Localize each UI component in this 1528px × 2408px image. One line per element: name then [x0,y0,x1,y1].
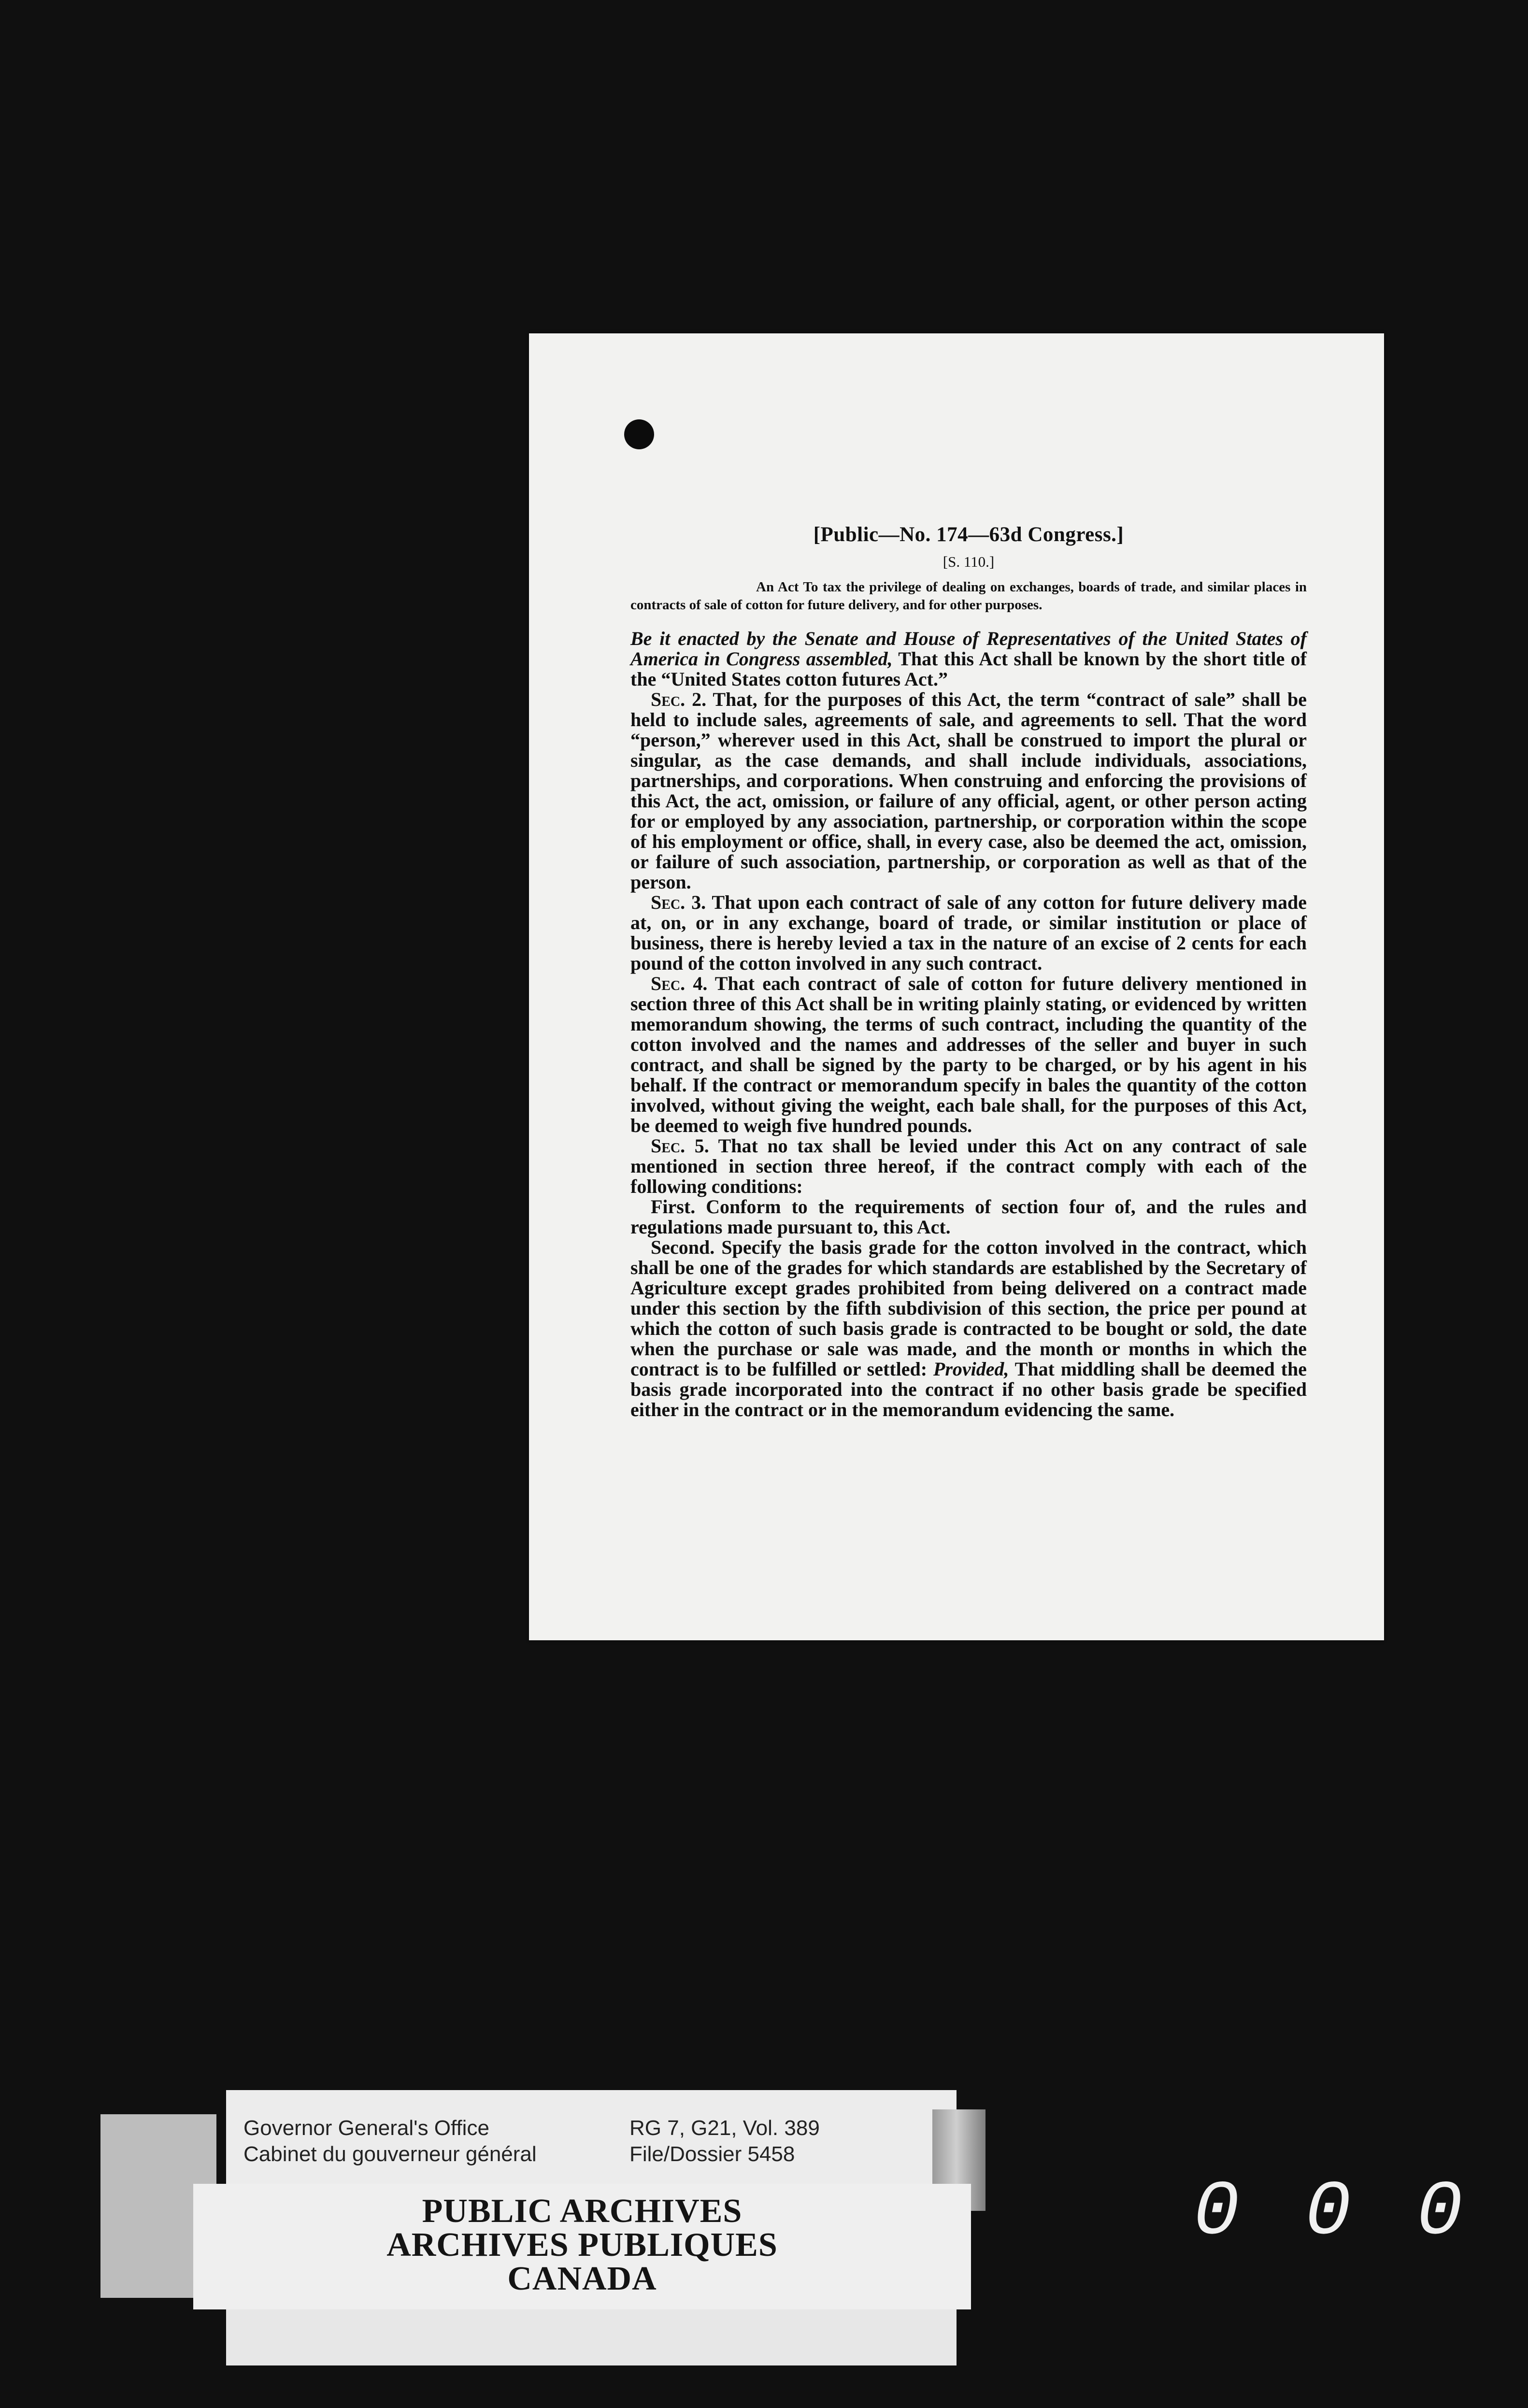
condition-second-text: Second. Specify the basis grade for the cotton involved in the contract, which shall be one of the grades for which standards are established by the Secretary of Agriculture except grades prohibited from being delivered on a contract made under this section by the fifth subdivision of this section, the price per pound at which the cotton of such basis grade is contracted to be bought or sold, the date when the purchase or sale was made, and the month or months in which the contract is to be fulfilled or settled: [630,1236,1307,1380]
condition-second-proviso: Provided, [933,1358,1009,1380]
archive-label-card [226,2090,957,2187]
punch-hole [624,419,654,449]
office-french: Cabinet du gouverneur général [243,2142,537,2166]
office-english: Governor General's Office [243,2116,489,2140]
enacting-clause [630,629,1307,689]
document-page [529,333,1384,1640]
archives-stamp [193,2184,971,2309]
section-2-text: That, for the purposes of this Act, the term “contract of sale” shall be held to include sales, agreements of sale, and agreements to sell. That the word “person,” wherever used in this Act, shall be construed to import the plural or singular, as the case demands, and shall include individuals, associations, partnerships, and corporations. When construing and enforcing the provisions of this Act, the act, omission, or failure of any official, agent, or other person acting for or employed by any association, partnership, or corporation within the scope of his employment or office, shall, in every case, also be deemed the act, omission, or failure of such association, partnership, or corporation as well as that of the person. [630,688,1307,893]
document-body [630,523,1307,1420]
condition-first-text: First. Conform to the requirements of section four of, and the rules and regulations made pursuant to, this Act. [630,1196,1307,1238]
section-4 [630,974,1307,1136]
section-2 [630,689,1307,892]
stamp-line-2: ARCHIVES PUBLIQUES [386,2226,778,2264]
stamp-line-3: CANADA [507,2260,657,2297]
label-bottom-strip [226,2309,957,2365]
stamp-line-1: PUBLIC ARCHIVES [422,2193,743,2230]
archive-reference: RG 7, G21, Vol. 389 [629,2116,820,2140]
section-5-text: That no tax shall be levied under this Act on any contract of sale mentioned in section three hereof, if the contract comply with each of the following conditions: [630,1135,1307,1197]
section-5 [630,1136,1307,1197]
act-title: An Act To tax the privilege of dealing on exchanges, boards of trade, and similar places in contracts of sale of cotton for future delivery, and for other purposes. [630,579,1307,613]
document-header: [Public—No. 174—63d Congress.] [813,523,1124,546]
section-3-lead: Sec. 3. [651,891,706,913]
section-3-text: That upon each contract of sale of any cotton for future delivery made at, on, or in any exchange, board of trade, or similar institution or place of business, there is hereby levied a tax in the nature of an excise of 2 cents for each pound of the cotton involved in any such contract. [630,891,1307,974]
condition-first [630,1197,1307,1237]
condition-second-text-after: That middling shall be deemed the basis grade incorporated into the contract if no other basis grade be specified either in the contract or in the memorandum evidencing the same. [630,1358,1307,1420]
section-3 [630,892,1307,974]
file-dossier: File/Dossier 5458 [629,2142,795,2166]
enacting-clause-italic: Be it enacted by the Senate and House of Representatives of the United States of America in Congress assembled, [630,628,1307,670]
label-office-column [243,2115,537,2167]
bill-number: [S. 110.] [943,553,995,570]
condition-second [630,1237,1307,1420]
section-5-lead: Sec. 5. [651,1135,709,1157]
label-reference-column [629,2115,820,2167]
frame-counter: 000 [1193,2169,1528,2257]
section-4-lead: Sec. 4. [651,973,708,994]
section-4-text: That each contract of sale of cotton for future delivery mentioned in section three of this Act shall be in writing plainly stating, or evidenced by written memorandum showing, the terms of such contract, including the quantity of the cotton involved and the names and addresses of the seller and buyer in such contract, and shall be signed by the party to be charged, or by his agent in his behalf. If the contract or memorandum specify in bales the quantity of the cotton involved, without giving the weight, each bale shall, for the purposes of this Act, be deemed to weigh five hundred pounds. [630,973,1307,1136]
section-2-lead: Sec. 2. [651,688,707,710]
enacting-clause-text: That this Act shall be known by the short title of the “United States cotton futures Act.” [630,648,1307,690]
